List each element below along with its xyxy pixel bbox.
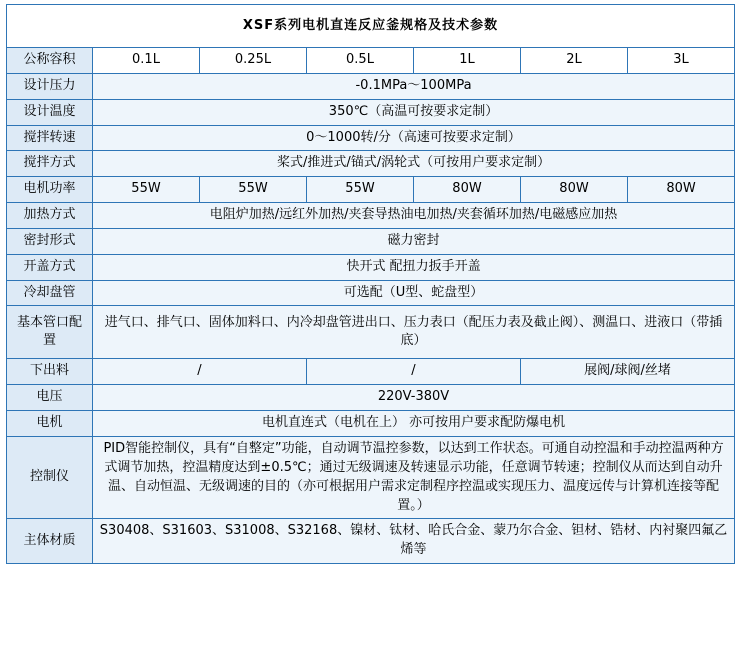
table-row-design-pressure bbox=[7, 73, 735, 99]
table-row-design-temperature bbox=[7, 99, 735, 125]
capacity-value-6: 3L bbox=[628, 48, 735, 74]
table-row-heating-type bbox=[7, 203, 735, 229]
cover-type-value: 快开式 配扭力扳手开盖 bbox=[93, 254, 735, 280]
voltage-value: 220V-380V bbox=[93, 385, 735, 411]
table-row-capacity bbox=[7, 48, 735, 74]
stirring-type-value: 桨式/推进式/锚式/涡轮式（可按用户要求定制） bbox=[93, 151, 735, 177]
row-label-discharge: 下出料 bbox=[7, 359, 93, 385]
row-label-pipe-config: 基本管口配置 bbox=[7, 306, 93, 359]
motor-power-value-3: 55W bbox=[307, 177, 414, 203]
table-row-seal-type bbox=[7, 228, 735, 254]
controller-value: PID智能控制仪，具有“自整定”功能，自动调节温控参数，以达到工作状态。可通自动控温和手动控温两种方式调节加热，控温精度达到±0.5℃；通过无级调速及转速显示功能，任意调节转速；控制仪从而达到自动升温、自动恒温、无级调速的目的（亦可根据用户需求定制程序控温或实现压力、温度远传与计算机连接等配置。） bbox=[93, 436, 735, 518]
row-label-design-pressure: 设计压力 bbox=[7, 73, 93, 99]
table-row-controller bbox=[7, 436, 735, 518]
row-label-body-material: 主体材质 bbox=[7, 519, 93, 564]
stirring-speed-value: 0～1000转/分（高速可按要求定制） bbox=[93, 125, 735, 151]
capacity-value-3: 0.5L bbox=[307, 48, 414, 74]
design-temperature-value: 350℃（高温可按要求定制） bbox=[93, 99, 735, 125]
row-label-capacity: 公称容积 bbox=[7, 48, 93, 74]
row-label-stirring-speed: 搅拌转速 bbox=[7, 125, 93, 151]
discharge-value-3: 展阀/球阀/丝堵 bbox=[521, 359, 735, 385]
page-title: XSF系列电机直连反应釜规格及技术参数 bbox=[7, 5, 735, 48]
table-row-motor-power bbox=[7, 177, 735, 203]
row-label-stirring-type: 搅拌方式 bbox=[7, 151, 93, 177]
discharge-value-1: / bbox=[93, 359, 307, 385]
motor-power-value-6: 80W bbox=[628, 177, 735, 203]
table-row-stirring-speed bbox=[7, 125, 735, 151]
row-label-voltage: 电压 bbox=[7, 385, 93, 411]
table-row-stirring-type bbox=[7, 151, 735, 177]
row-label-motor: 电机 bbox=[7, 411, 93, 437]
table-row-cooling-coil bbox=[7, 280, 735, 306]
row-label-cooling-coil: 冷却盘管 bbox=[7, 280, 93, 306]
table-row-voltage bbox=[7, 385, 735, 411]
capacity-value-4: 1L bbox=[414, 48, 521, 74]
specification-table bbox=[6, 4, 735, 564]
body-material-value: S30408、S31603、S31008、S32168、镍材、钛材、哈氏合金、蒙乃尔合金、钽材、锆材、内衬聚四氟乙烯等 bbox=[93, 519, 735, 564]
capacity-value-5: 2L bbox=[521, 48, 628, 74]
row-label-cover-type: 开盖方式 bbox=[7, 254, 93, 280]
row-label-heating-type: 加热方式 bbox=[7, 203, 93, 229]
table-row-body-material bbox=[7, 519, 735, 564]
heating-type-value: 电阻炉加热/远红外加热/夹套导热油电加热/夹套循环加热/电磁感应加热 bbox=[93, 203, 735, 229]
discharge-value-2: / bbox=[307, 359, 521, 385]
motor-value: 电机直连式（电机在上） 亦可按用户要求配防爆电机 bbox=[93, 411, 735, 437]
table-row-cover-type bbox=[7, 254, 735, 280]
motor-power-value-4: 80W bbox=[414, 177, 521, 203]
cooling-coil-value: 可选配（U型、蛇盘型） bbox=[93, 280, 735, 306]
pipe-config-value: 进气口、排气口、固体加料口、内冷却盘管进出口、压力表口（配压力表及截止阀）、测温口、进液口（带插底） bbox=[93, 306, 735, 359]
table-row-pipe-config bbox=[7, 306, 735, 359]
design-pressure-value: -0.1MPa～100MPa bbox=[93, 73, 735, 99]
row-label-controller: 控制仪 bbox=[7, 436, 93, 518]
table-row-title bbox=[7, 5, 735, 48]
motor-power-value-2: 55W bbox=[200, 177, 307, 203]
table-row-discharge bbox=[7, 359, 735, 385]
row-label-motor-power: 电机功率 bbox=[7, 177, 93, 203]
motor-power-value-5: 80W bbox=[521, 177, 628, 203]
motor-power-value-1: 55W bbox=[93, 177, 200, 203]
row-label-design-temperature: 设计温度 bbox=[7, 99, 93, 125]
capacity-value-1: 0.1L bbox=[93, 48, 200, 74]
row-label-seal-type: 密封形式 bbox=[7, 228, 93, 254]
seal-type-value: 磁力密封 bbox=[93, 228, 735, 254]
table-row-motor bbox=[7, 411, 735, 437]
capacity-value-2: 0.25L bbox=[200, 48, 307, 74]
